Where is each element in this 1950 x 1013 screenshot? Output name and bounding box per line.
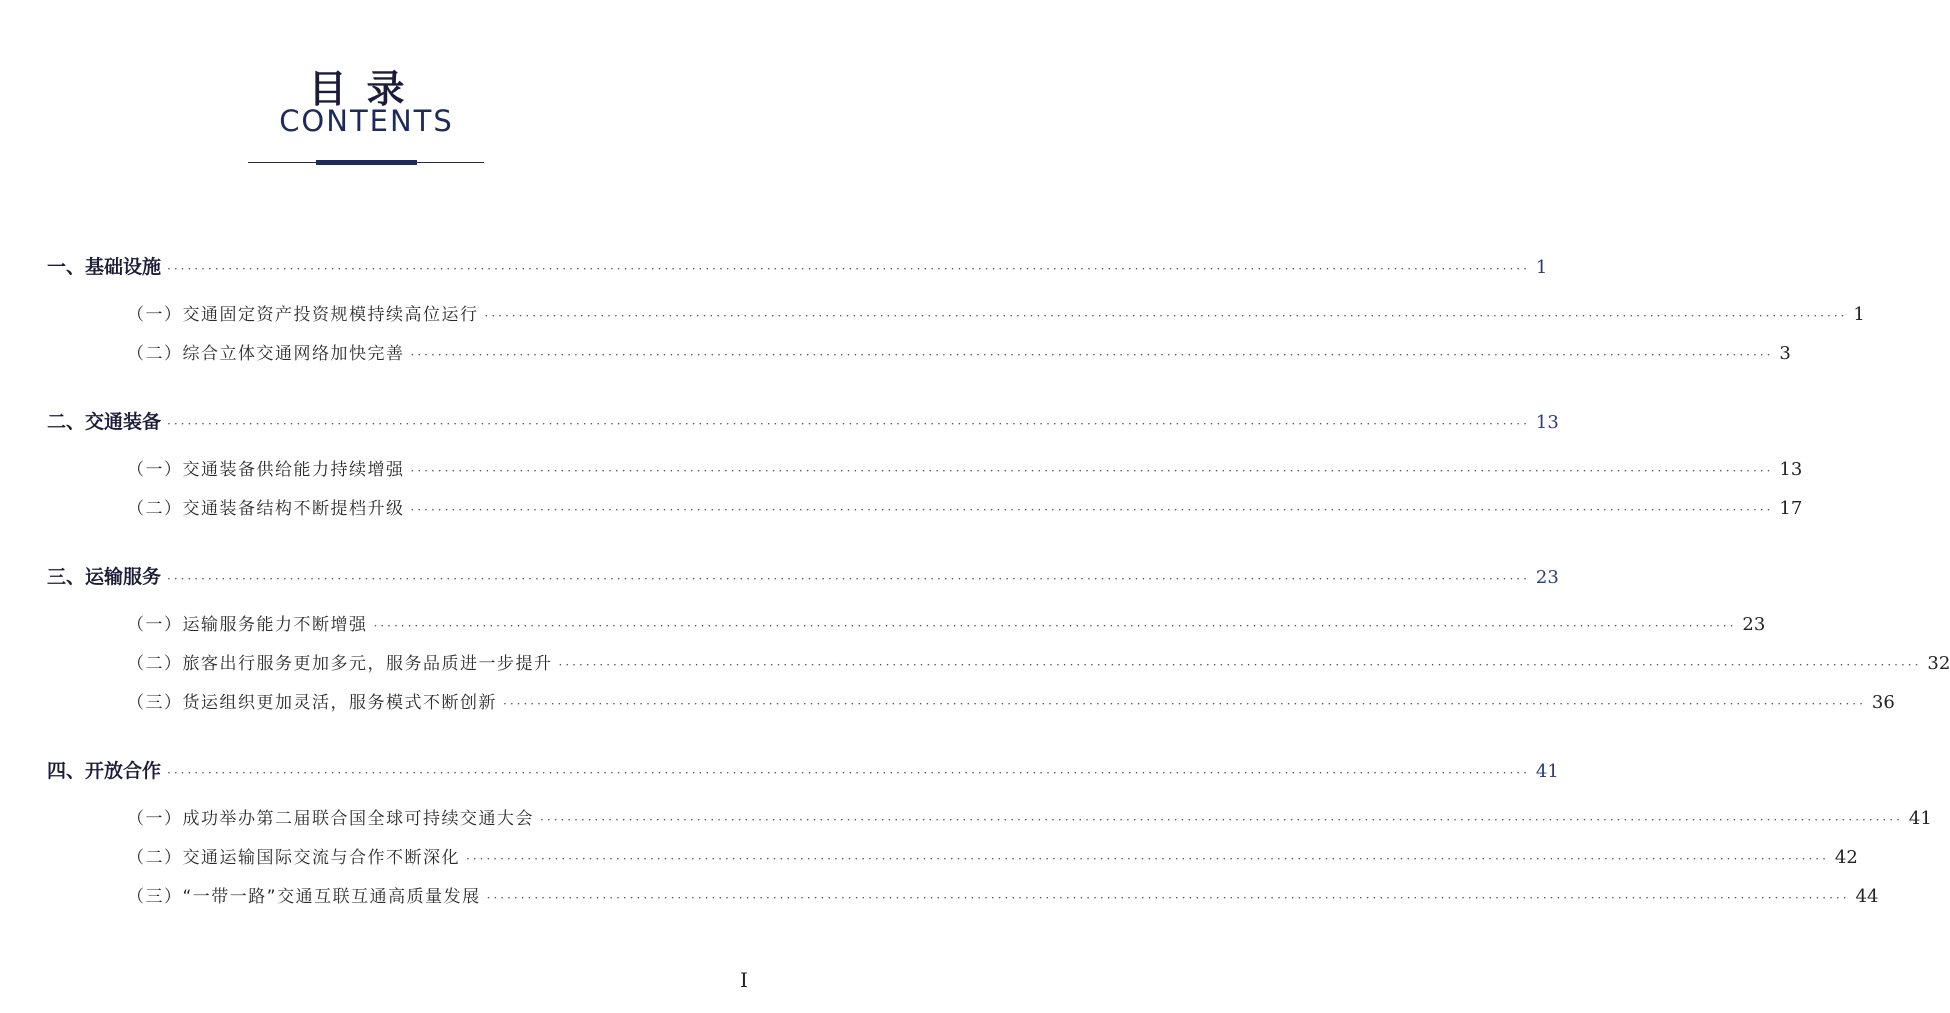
page-number: 32	[1927, 653, 1950, 674]
page-number: 13	[1779, 459, 1803, 480]
page-number: 41	[1908, 808, 1932, 829]
entry-label: （三）货运组织更加灵活，服务模式不断创新	[127, 693, 497, 713]
page-number: 41	[1535, 761, 1559, 782]
page-folio: I	[740, 968, 748, 992]
entry-label: （二）旅客出行服务更加多元，服务品质进一步提升	[127, 654, 553, 674]
toc-section-2[interactable]	[47, 407, 1559, 434]
page-number: 23	[1535, 567, 1559, 588]
toc-entry[interactable]	[127, 494, 1803, 519]
page-number: 36	[1871, 692, 1895, 713]
page-number: 1	[1535, 257, 1548, 278]
dot-leader: ········································································································································································································	[466, 852, 1829, 866]
page-number: 42	[1834, 847, 1858, 868]
toc-section-3[interactable]	[47, 562, 1559, 589]
section-label: 一、基础设施	[47, 256, 162, 278]
dot-leader: ········································································································································································································	[410, 464, 1774, 478]
page-number: 23	[1742, 614, 1766, 635]
page-number: 3	[1779, 343, 1791, 364]
dot-leader: ········································································································································································································	[540, 813, 1903, 827]
toc-entry[interactable]	[127, 339, 1791, 364]
entry-label: （一）成功举办第二届联合国全球可持续交通大会	[127, 809, 534, 829]
entry-label: （一）运输服务能力不断增强	[127, 615, 368, 635]
title-divider-thick	[316, 160, 417, 165]
dot-leader: ········································································································································································································	[167, 417, 1530, 431]
entry-label: （二）综合立体交通网络加快完善	[127, 344, 405, 364]
toc-entry[interactable]	[127, 804, 1932, 829]
page-number: 13	[1535, 412, 1559, 433]
entry-label: （一）交通固定资产投资规模持续高位运行	[127, 305, 479, 325]
entry-label: （三）“一带一路”交通互联互通高质量发展	[127, 887, 481, 907]
toc-entry[interactable]	[127, 649, 1950, 674]
toc-section-1[interactable]	[47, 252, 1548, 279]
dot-leader: ········································································································································································································	[167, 262, 1530, 276]
dot-leader: ········································································································································································································	[503, 697, 1866, 711]
toc-entry[interactable]	[127, 882, 1879, 907]
page-number: 1	[1853, 304, 1865, 325]
dot-leader: ········································································································································································································	[410, 348, 1774, 362]
toc-section-4[interactable]	[47, 756, 1559, 783]
toc-entry[interactable]	[127, 300, 1865, 325]
dot-leader: ········································································································································································································	[486, 891, 1850, 905]
dot-leader: ········································································································································································································	[558, 658, 1922, 672]
page-subtitle: CONTENTS	[279, 104, 454, 138]
dot-leader: ········································································································································································································	[410, 503, 1774, 517]
toc-entry[interactable]	[127, 610, 1766, 635]
toc-entry[interactable]	[127, 455, 1803, 480]
entry-label: （二）交通装备结构不断提档升级	[127, 499, 405, 519]
section-label: 四、开放合作	[47, 760, 162, 782]
dot-leader: ········································································································································································································	[167, 572, 1530, 586]
page-title: 目录	[308, 67, 425, 111]
dot-leader: ········································································································································································································	[167, 766, 1530, 780]
toc-entry[interactable]	[127, 843, 1858, 868]
page-number: 44	[1855, 886, 1879, 907]
section-label: 三、运输服务	[47, 566, 162, 588]
page-number: 17	[1779, 498, 1803, 519]
toc-entry[interactable]	[127, 688, 1895, 713]
dot-leader: ········································································································································································································	[484, 309, 1848, 323]
entry-label: （一）交通装备供给能力持续增强	[127, 460, 405, 480]
section-label: 二、交通装备	[47, 411, 162, 433]
dot-leader: ········································································································································································································	[373, 619, 1737, 633]
entry-label: （二）交通运输国际交流与合作不断深化	[127, 848, 460, 868]
